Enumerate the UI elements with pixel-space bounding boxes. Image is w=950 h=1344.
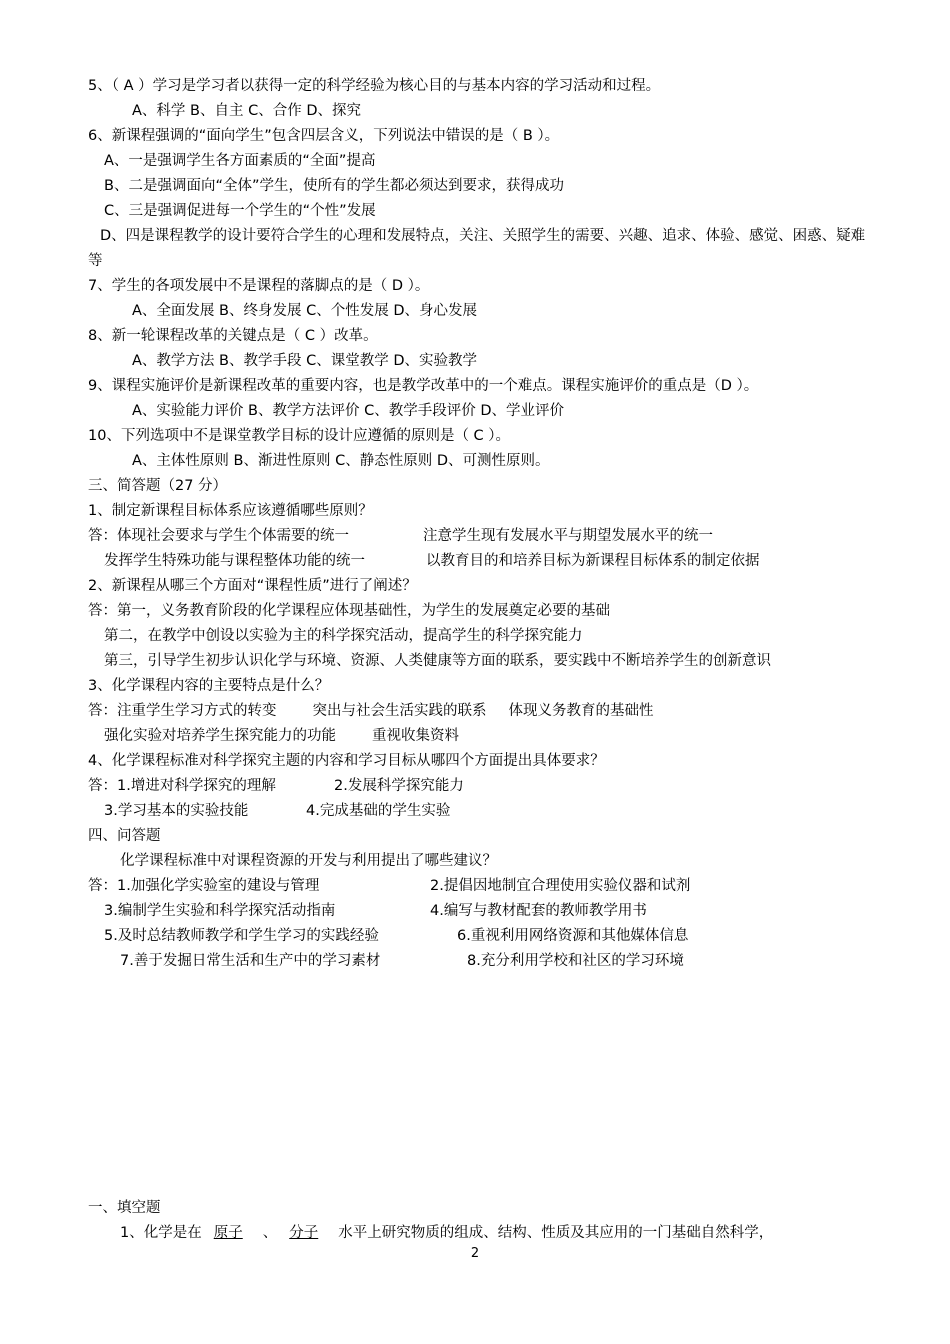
q1-sep: 、 xyxy=(262,1225,278,1241)
s4-question: 4、化学课程标准对科学探究主题的内容和学习目标从哪四个方面提出具体要求？ xyxy=(88,753,605,769)
q9-options: A、实验能力评价 B、教学方法评价 C、教学手段评价 D、学业评价 xyxy=(132,403,564,419)
q6-text: 6、新课程强调的“面向学生”包含四层含义，下列说法中错误的是（ B ）。 xyxy=(88,128,560,144)
q9-text: 9、课程实施评价是新课程改革的重要内容，也是教学改革中的一个难点。课程实施评价的重点是（D ）。 xyxy=(88,378,759,394)
q8-text: 8、新一轮课程改革的关键点是（ C ）改革。 xyxy=(88,328,378,344)
s1-answer-row2 xyxy=(88,549,878,574)
s3-answer-row2 xyxy=(88,724,878,749)
section-1-title: 一、填空题 xyxy=(88,1200,161,1216)
s1-answer-3: 发挥学生特殊功能与课程整体功能的统一 xyxy=(104,553,365,569)
s3-answer-3: 体现义务教育的基础性 xyxy=(508,703,654,719)
q7-text: 7、学生的各项发展中不是课程的落脚点的是（ D ）。 xyxy=(88,278,430,294)
q5-options: A、科学 B、自主 C、合作 D、探究 xyxy=(132,103,361,119)
fill-blank-q1 xyxy=(88,1221,888,1246)
sec4-answer-6: 6.重视利用网络资源和其他媒体信息 xyxy=(457,928,689,944)
sec4-answer-1: 答：1.加强化学实验室的建设与管理 xyxy=(88,878,320,894)
document-body xyxy=(88,74,878,974)
s1-question: 1、制定新课程目标体系应该遵循哪些原则？ xyxy=(88,503,373,519)
s2-answer-3: 第三，引导学生初步认识化学与环境、资源、人类健康等方面的联系，要实践中不断培养学生的创新意识 xyxy=(104,653,771,669)
s2-question: 2、新课程从哪三个方面对“课程性质”进行了阐述？ xyxy=(88,578,417,594)
q6-option-a: A、一是强调学生各方面素质的“全面”提高 xyxy=(104,153,376,169)
q6-option-d: D、四是课程教学的设计要符合学生的心理和发展特点，关注、关照学生的需要、兴趣、追求、体验、感觉、困惑、疑难等 xyxy=(88,228,866,269)
sec4-answer-row2 xyxy=(88,899,878,924)
q10-text: 10、下列选项中不是课堂教学目标的设计应遵循的原则是（ C ）。 xyxy=(88,428,511,444)
q5-text: 5、（ A ）学习是学习者以获得一定的科学经验为核心目的与基本内容的学习活动和过程。 xyxy=(88,78,661,94)
sec4-answer-row3 xyxy=(88,924,878,949)
blank-atom: 原子 xyxy=(213,1225,243,1241)
s4-answer-3: 3.学习基本的实验技能 xyxy=(104,803,249,819)
sec4-answer-row1 xyxy=(88,874,878,899)
s3-answer-1: 答：注重学生学习方式的转变 xyxy=(88,703,277,719)
s3-answer-5: 重视收集资料 xyxy=(372,728,459,744)
s4-answer-4: 4.完成基础的学生实验 xyxy=(306,803,451,819)
s3-answer-row1 xyxy=(88,699,878,724)
sec4-answer-row4 xyxy=(88,949,878,974)
s2-answer-1: 答：第一，义务教育阶段的化学课程应体现基础性，为学生的发展奠定必要的基础 xyxy=(88,603,610,619)
s3-answer-4: 强化实验对培养学生探究能力的功能 xyxy=(104,728,336,744)
q6-option-c: C、三是强调促进每一个学生的“个性”发展 xyxy=(104,203,376,219)
q7-options: A、全面发展 B、终身发展 C、个性发展 D、身心发展 xyxy=(132,303,477,319)
q8-options: A、教学方法 B、教学手段 C、课堂教学 D、实验教学 xyxy=(132,353,477,369)
s4-answer-1: 答：1.增进对科学探究的理解 xyxy=(88,778,276,794)
q6-option-b: B、二是强调面向“全体”学生，使所有的学生都必须达到要求，获得成功 xyxy=(104,178,564,194)
q10-options: A、主体性原则 B、渐进性原则 C、静态性原则 D、可测性原则。 xyxy=(132,453,550,469)
sec4-answer-5: 5.及时总结教师教学和学生学习的实践经验 xyxy=(104,928,379,944)
section-3-title: 三、简答题（27 分） xyxy=(88,478,228,494)
q1-prefix: 1、化学是在 xyxy=(120,1225,202,1241)
s2-answer-2: 第二，在教学中创设以实验为主的科学探究活动，提高学生的科学探究能力 xyxy=(104,628,583,644)
s3-answer-2: 突出与社会生活实践的联系 xyxy=(312,703,487,719)
s1-answer-2: 注意学生现有发展水平与期望发展水平的统一 xyxy=(423,528,713,544)
blank-molecule: 分子 xyxy=(289,1225,319,1241)
q1-suffix: 水平上研究物质的组成、结构、性质及其应用的一门基础自然科学， xyxy=(338,1225,774,1241)
sec4-answer-3: 3.编制学生实验和科学探究活动指南 xyxy=(104,903,336,919)
s4-answer-row2 xyxy=(88,799,878,824)
sec4-answer-8: 8.充分利用学校和社区的学习环境 xyxy=(467,953,684,969)
s4-answer-2: 2.发展科学探究能力 xyxy=(334,778,464,794)
s3-question: 3、化学课程内容的主要特点是什么？ xyxy=(88,678,330,694)
section-4-title: 四、问答题 xyxy=(88,828,161,844)
sec4-answer-2: 2.提倡因地制宜合理使用实验仪器和试剂 xyxy=(430,878,691,894)
s4-answer-row1 xyxy=(88,774,878,799)
s1-answer-4: 以教育目的和培养目标为新课程目标体系的制定依据 xyxy=(426,553,760,569)
s1-answer-1: 答：体现社会要求与学生个体需要的统一 xyxy=(88,528,349,544)
sec4-answer-7: 7.善于发掘日常生活和生产中的学习素材 xyxy=(120,953,381,969)
s1-answer-row1 xyxy=(88,524,878,549)
sec4-question: 化学课程标准中对课程资源的开发与利用提出了哪些建议？ xyxy=(120,853,497,869)
next-section xyxy=(88,1196,888,1246)
page-number: 2 xyxy=(470,1246,480,1261)
sec4-answer-4: 4.编写与教材配套的教师教学用书 xyxy=(430,903,647,919)
